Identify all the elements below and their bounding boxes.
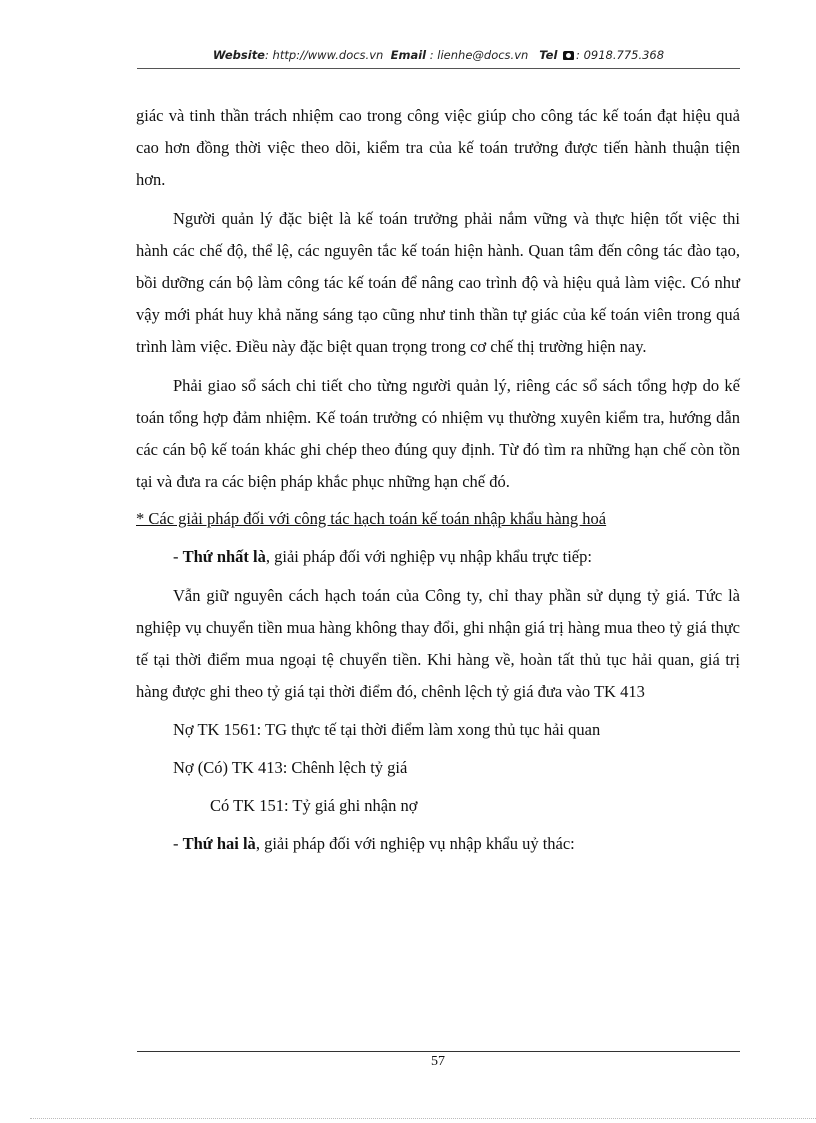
first-rest: , giải pháp đối với nghiệp vụ nhập khẩu trực tiếp: (265, 547, 592, 566)
entry-debit-413: Nợ (Có) TK 413: Chênh lệch tỷ giá (173, 758, 408, 777)
second-rest: , giải pháp đối với nghiệp vụ nhập khẩu uỷ thác: (255, 834, 575, 853)
telephone-icon (563, 51, 574, 60)
body-content (136, 100, 740, 860)
paragraph-2: Người quản lý đặc biệt là kế toán trưởng phải nắm vững và thực hiện tốt việc thi hành các chế độ, thể lệ, các nguyên tắc kế toán hiện hành. Quan tâm đến công tác đào tạo, bồi dưỡng cán bộ làm công tác kế toán để nâng cao trình độ và hiệu quả làm việc. Có như vậy mới phát huy khả năng sáng tạo cũng như tinh thần tự giác của kế toán viên trong quá trình làm việc. Điều này đặc biệt quan trọng trong cơ chế thị trường hiện nay. (136, 209, 740, 356)
paragraph-4: Vẫn giữ nguyên cách hạch toán của Công ty, chỉ thay phần sử dụng tỷ giá. Tức là nghiệp vụ chuyển tiền mua hàng không thay đổi, ghi nhận giá trị hàng mua theo tỷ giá thực tế tại thời điểm mua ngoại tệ chuyển tiền. Khi hàng về, hoàn tất thủ tục hải quan, giá trị hàng được ghi theo tỷ giá tại thời điểm đó, chênh lệch tỷ giá đưa vào TK 413 (136, 586, 740, 701)
paragraph-1: giác và tinh thần trách nhiệm cao trong công việc giúp cho công tác kế toán đạt hiệu quả cao hơn đồng thời việc theo dõi, kiểm tra của kế toán trưởng được tiến hành thuận tiện hơn. (136, 106, 740, 189)
second-prefix: - (173, 834, 183, 853)
section-heading: * Các giải pháp đối với công tác hạch toán kế toán nhập khẩu hàng hoá (136, 509, 607, 528)
website-value: : http://www.docs.vn (265, 48, 384, 62)
email-value: : lienhe@docs.vn (429, 48, 529, 62)
page-header (137, 44, 740, 69)
tel-value: : 0918.775.368 (576, 48, 665, 62)
second-solution (173, 828, 740, 860)
entry-credit-151: Có TK 151: Tỷ giá ghi nhận nợ (210, 796, 418, 815)
first-solution (173, 541, 740, 573)
email-label: Email (390, 48, 427, 62)
page-edge-dotted-line (30, 1118, 816, 1119)
first-prefix: - (173, 547, 183, 566)
footer-divider (137, 1051, 740, 1052)
paragraph-3: Phải giao sổ sách chi tiết cho từng người quản lý, riêng các sổ sách tổng hợp do kế toán tổng hợp đảm nhiệm. Kế toán trưởng có nhiệm vụ thường xuyên kiểm tra, hướng dẫn các cán bộ kế toán khác ghi chép theo đúng quy định. Từ đó tìm ra những hạn chế còn tồn tại và đưa ra các biện pháp khắc phục những hạn chế đó. (136, 376, 740, 491)
entry-debit-1561: Nợ TK 1561: TG thực tế tại thời điểm làm xong thủ tục hải quan (173, 720, 601, 739)
first-bold: Thứ nhất là (182, 547, 266, 566)
website-label: Website (212, 48, 265, 62)
tel-label: Tel (539, 48, 558, 62)
second-bold: Thứ hai là (182, 834, 256, 853)
page-number: 57 (431, 1054, 445, 1069)
